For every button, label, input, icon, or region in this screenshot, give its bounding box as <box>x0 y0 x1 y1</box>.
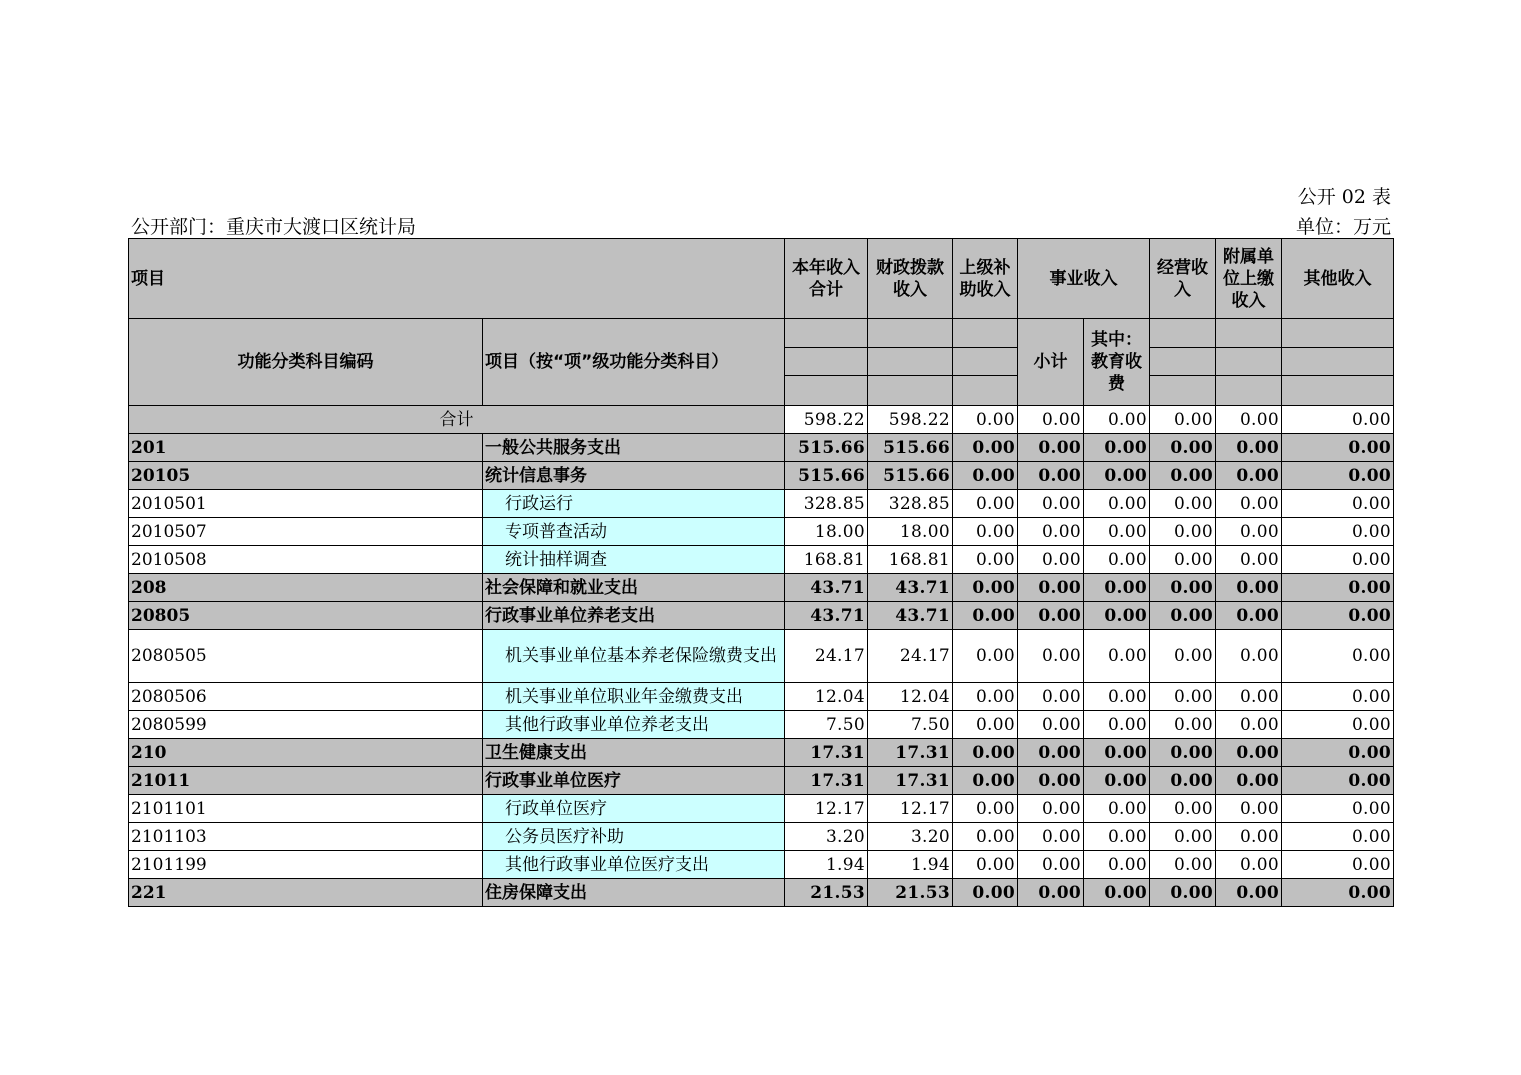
header-superior: 上级补助收入 <box>953 239 1018 319</box>
detail-row <box>129 711 1394 739</box>
row-value: 21.53 <box>868 879 953 907</box>
row-value: 0.00 <box>953 602 1018 630</box>
detail-row <box>129 851 1394 879</box>
row-value: 0.00 <box>1018 711 1084 739</box>
row-value: 0.00 <box>1282 823 1394 851</box>
row-value: 0.00 <box>1084 518 1150 546</box>
header-blank <box>1282 348 1394 376</box>
row-value: 0.00 <box>1216 462 1282 490</box>
row-value: 0.00 <box>953 823 1018 851</box>
header-blank <box>953 376 1018 406</box>
category-row <box>129 462 1394 490</box>
row-code: 2080506 <box>129 683 483 711</box>
form-number: 公开 02 表 <box>1297 186 1391 208</box>
header-business: 事业收入 <box>1018 239 1150 319</box>
row-name: 统计抽样调查 <box>483 546 785 574</box>
header-blank <box>868 319 953 348</box>
row-code: 20805 <box>129 602 483 630</box>
row-value: 43.71 <box>785 574 868 602</box>
row-value: 17.31 <box>868 767 953 795</box>
header-fiscal: 财政拨款收入 <box>868 239 953 319</box>
row-value: 0.00 <box>1216 490 1282 518</box>
row-value: 17.31 <box>785 739 868 767</box>
row-value: 0.00 <box>1084 795 1150 823</box>
row-value: 0.00 <box>1018 546 1084 574</box>
row-value: 0.00 <box>953 490 1018 518</box>
row-value: 515.66 <box>868 462 953 490</box>
row-code: 2010501 <box>129 490 483 518</box>
detail-row <box>129 490 1394 518</box>
row-value: 0.00 <box>953 434 1018 462</box>
detail-row <box>129 546 1394 574</box>
row-name: 行政单位医疗 <box>483 795 785 823</box>
row-value: 1.94 <box>785 851 868 879</box>
row-value: 0.00 <box>953 574 1018 602</box>
total-value: 0.00 <box>1150 406 1216 434</box>
row-name: 一般公共服务支出 <box>483 434 785 462</box>
row-value: 12.17 <box>868 795 953 823</box>
row-value: 12.17 <box>785 795 868 823</box>
row-value: 515.66 <box>785 434 868 462</box>
row-value: 0.00 <box>953 739 1018 767</box>
row-value: 0.00 <box>1282 546 1394 574</box>
row-code: 2101101 <box>129 795 483 823</box>
row-value: 168.81 <box>868 546 953 574</box>
header-blank <box>953 348 1018 376</box>
row-value: 0.00 <box>1018 823 1084 851</box>
row-value: 0.00 <box>1084 683 1150 711</box>
income-table <box>128 238 1394 907</box>
detail-row <box>129 630 1394 683</box>
total-value: 598.22 <box>868 406 953 434</box>
row-value: 18.00 <box>868 518 953 546</box>
header-total: 本年收入合计 <box>785 239 868 319</box>
row-value: 0.00 <box>1018 739 1084 767</box>
row-name: 行政运行 <box>483 490 785 518</box>
row-value: 12.04 <box>868 683 953 711</box>
row-value: 0.00 <box>1282 739 1394 767</box>
row-name: 行政事业单位养老支出 <box>483 602 785 630</box>
row-value: 0.00 <box>1084 602 1150 630</box>
row-code: 208 <box>129 574 483 602</box>
row-value: 0.00 <box>1084 739 1150 767</box>
row-code: 21011 <box>129 767 483 795</box>
row-value: 24.17 <box>785 630 868 683</box>
row-value: 0.00 <box>1084 546 1150 574</box>
category-row <box>129 879 1394 907</box>
row-value: 0.00 <box>1084 711 1150 739</box>
row-value: 43.71 <box>868 574 953 602</box>
header-blank <box>1282 376 1394 406</box>
row-value: 0.00 <box>1150 767 1216 795</box>
row-value: 21.53 <box>785 879 868 907</box>
row-value: 0.00 <box>1150 739 1216 767</box>
row-name: 公务员医疗补助 <box>483 823 785 851</box>
row-value: 0.00 <box>953 795 1018 823</box>
row-value: 43.71 <box>785 602 868 630</box>
row-value: 0.00 <box>1018 795 1084 823</box>
header-blank <box>1150 319 1216 348</box>
row-value: 0.00 <box>1018 683 1084 711</box>
row-value: 0.00 <box>1282 602 1394 630</box>
row-code: 2010508 <box>129 546 483 574</box>
row-value: 0.00 <box>1150 879 1216 907</box>
row-value: 0.00 <box>1150 518 1216 546</box>
row-value: 0.00 <box>1018 490 1084 518</box>
row-value: 0.00 <box>1282 462 1394 490</box>
row-value: 0.00 <box>1150 630 1216 683</box>
detail-row <box>129 823 1394 851</box>
row-value: 0.00 <box>1018 434 1084 462</box>
row-value: 7.50 <box>868 711 953 739</box>
row-value: 0.00 <box>1084 767 1150 795</box>
row-value: 0.00 <box>953 767 1018 795</box>
row-code: 20105 <box>129 462 483 490</box>
row-value: 0.00 <box>1018 879 1084 907</box>
row-value: 0.00 <box>1084 462 1150 490</box>
row-value: 0.00 <box>1216 823 1282 851</box>
row-value: 0.00 <box>953 851 1018 879</box>
total-row <box>129 406 1394 434</box>
row-value: 0.00 <box>953 683 1018 711</box>
row-code: 2010507 <box>129 518 483 546</box>
row-value: 0.00 <box>1282 518 1394 546</box>
row-value: 0.00 <box>1216 711 1282 739</box>
row-name: 专项普查活动 <box>483 518 785 546</box>
row-value: 0.00 <box>1216 546 1282 574</box>
row-value: 328.85 <box>785 490 868 518</box>
header-blank <box>1150 376 1216 406</box>
header-blank <box>785 376 868 406</box>
row-value: 0.00 <box>1084 823 1150 851</box>
category-row <box>129 602 1394 630</box>
row-value: 0.00 <box>1282 630 1394 683</box>
row-value: 0.00 <box>1282 434 1394 462</box>
row-value: 0.00 <box>1150 462 1216 490</box>
row-name: 统计信息事务 <box>483 462 785 490</box>
row-value: 515.66 <box>868 434 953 462</box>
total-value: 0.00 <box>1216 406 1282 434</box>
header-blank <box>868 348 953 376</box>
row-value: 0.00 <box>1150 602 1216 630</box>
header-name: 项目（按“项”级功能分类科目） <box>483 319 785 406</box>
header-blank <box>953 319 1018 348</box>
row-name: 卫生健康支出 <box>483 739 785 767</box>
header-other: 其他收入 <box>1282 239 1394 319</box>
header-blank <box>1282 319 1394 348</box>
row-value: 168.81 <box>785 546 868 574</box>
row-value: 0.00 <box>1084 879 1150 907</box>
row-value: 0.00 <box>953 518 1018 546</box>
row-value: 0.00 <box>1216 630 1282 683</box>
header-blank <box>1216 376 1282 406</box>
row-name: 其他行政事业单位养老支出 <box>483 711 785 739</box>
row-value: 0.00 <box>1282 574 1394 602</box>
row-value: 0.00 <box>953 879 1018 907</box>
row-name: 机关事业单位基本养老保险缴费支出 <box>483 630 785 683</box>
row-value: 0.00 <box>1084 490 1150 518</box>
row-value: 0.00 <box>1150 574 1216 602</box>
header-blank <box>1150 348 1216 376</box>
unit-label: 单位：万元 <box>1295 216 1391 238</box>
row-value: 7.50 <box>785 711 868 739</box>
row-value: 0.00 <box>1150 795 1216 823</box>
row-value: 0.00 <box>1150 434 1216 462</box>
header-business-edu: 其中：教育收费 <box>1084 319 1150 406</box>
row-value: 0.00 <box>1282 795 1394 823</box>
row-value: 0.00 <box>1282 767 1394 795</box>
total-value: 0.00 <box>953 406 1018 434</box>
category-row <box>129 434 1394 462</box>
row-value: 0.00 <box>1018 462 1084 490</box>
detail-row <box>129 518 1394 546</box>
row-value: 12.04 <box>785 683 868 711</box>
department-label: 公开部门：重庆市大渡口区统计局 <box>131 216 417 238</box>
row-value: 18.00 <box>785 518 868 546</box>
header-blank <box>868 376 953 406</box>
row-name: 行政事业单位医疗 <box>483 767 785 795</box>
total-value: 598.22 <box>785 406 868 434</box>
header-item: 项目 <box>129 239 785 319</box>
row-code: 2080505 <box>129 630 483 683</box>
row-value: 24.17 <box>868 630 953 683</box>
header-blank <box>1216 348 1282 376</box>
row-name: 机关事业单位职业年金缴费支出 <box>483 683 785 711</box>
row-value: 0.00 <box>1216 518 1282 546</box>
row-value: 17.31 <box>785 767 868 795</box>
row-value: 0.00 <box>1084 630 1150 683</box>
row-value: 0.00 <box>1018 518 1084 546</box>
header-code: 功能分类科目编码 <box>129 319 483 406</box>
header-blank <box>1216 319 1282 348</box>
row-value: 0.00 <box>953 546 1018 574</box>
row-code: 2101103 <box>129 823 483 851</box>
row-value: 3.20 <box>785 823 868 851</box>
row-code: 221 <box>129 879 483 907</box>
row-value: 0.00 <box>1282 683 1394 711</box>
row-code: 201 <box>129 434 483 462</box>
row-name: 其他行政事业单位医疗支出 <box>483 851 785 879</box>
row-value: 0.00 <box>1282 711 1394 739</box>
row-value: 0.00 <box>1216 683 1282 711</box>
row-value: 0.00 <box>1216 739 1282 767</box>
row-value: 0.00 <box>953 630 1018 683</box>
row-value: 0.00 <box>953 711 1018 739</box>
row-value: 0.00 <box>1216 879 1282 907</box>
row-value: 0.00 <box>1216 851 1282 879</box>
row-value: 515.66 <box>785 462 868 490</box>
row-value: 0.00 <box>1084 851 1150 879</box>
category-row <box>129 739 1394 767</box>
row-value: 0.00 <box>1018 602 1084 630</box>
category-row <box>129 574 1394 602</box>
header-operating: 经营收入 <box>1150 239 1216 319</box>
total-value: 0.00 <box>1282 406 1394 434</box>
row-value: 0.00 <box>1282 879 1394 907</box>
row-value: 0.00 <box>1150 711 1216 739</box>
row-value: 0.00 <box>1216 574 1282 602</box>
header-blank <box>785 348 868 376</box>
row-name: 住房保障支出 <box>483 879 785 907</box>
row-value: 0.00 <box>1216 602 1282 630</box>
row-value: 43.71 <box>868 602 953 630</box>
row-value: 0.00 <box>1150 490 1216 518</box>
total-label: 合计 <box>129 406 785 434</box>
row-value: 0.00 <box>953 462 1018 490</box>
row-value: 0.00 <box>1084 574 1150 602</box>
detail-row <box>129 795 1394 823</box>
row-code: 210 <box>129 739 483 767</box>
row-value: 0.00 <box>1150 546 1216 574</box>
detail-row <box>129 683 1394 711</box>
header-affiliated: 附属单位上缴收入 <box>1216 239 1282 319</box>
header-blank <box>785 319 868 348</box>
row-name: 社会保障和就业支出 <box>483 574 785 602</box>
row-value: 0.00 <box>1282 851 1394 879</box>
row-value: 0.00 <box>1216 795 1282 823</box>
row-value: 0.00 <box>1150 823 1216 851</box>
row-value: 0.00 <box>1150 683 1216 711</box>
row-value: 0.00 <box>1216 767 1282 795</box>
category-row <box>129 767 1394 795</box>
row-value: 0.00 <box>1282 490 1394 518</box>
row-value: 17.31 <box>868 739 953 767</box>
total-value: 0.00 <box>1084 406 1150 434</box>
row-value: 328.85 <box>868 490 953 518</box>
row-code: 2080599 <box>129 711 483 739</box>
row-value: 0.00 <box>1084 434 1150 462</box>
row-code: 2101199 <box>129 851 483 879</box>
row-value: 0.00 <box>1018 630 1084 683</box>
row-value: 3.20 <box>868 823 953 851</box>
header-business-subtotal: 小计 <box>1018 319 1084 406</box>
row-value: 0.00 <box>1018 851 1084 879</box>
row-value: 0.00 <box>1150 851 1216 879</box>
row-value: 0.00 <box>1018 767 1084 795</box>
total-value: 0.00 <box>1018 406 1084 434</box>
row-value: 0.00 <box>1018 574 1084 602</box>
row-value: 1.94 <box>868 851 953 879</box>
row-value: 0.00 <box>1216 434 1282 462</box>
